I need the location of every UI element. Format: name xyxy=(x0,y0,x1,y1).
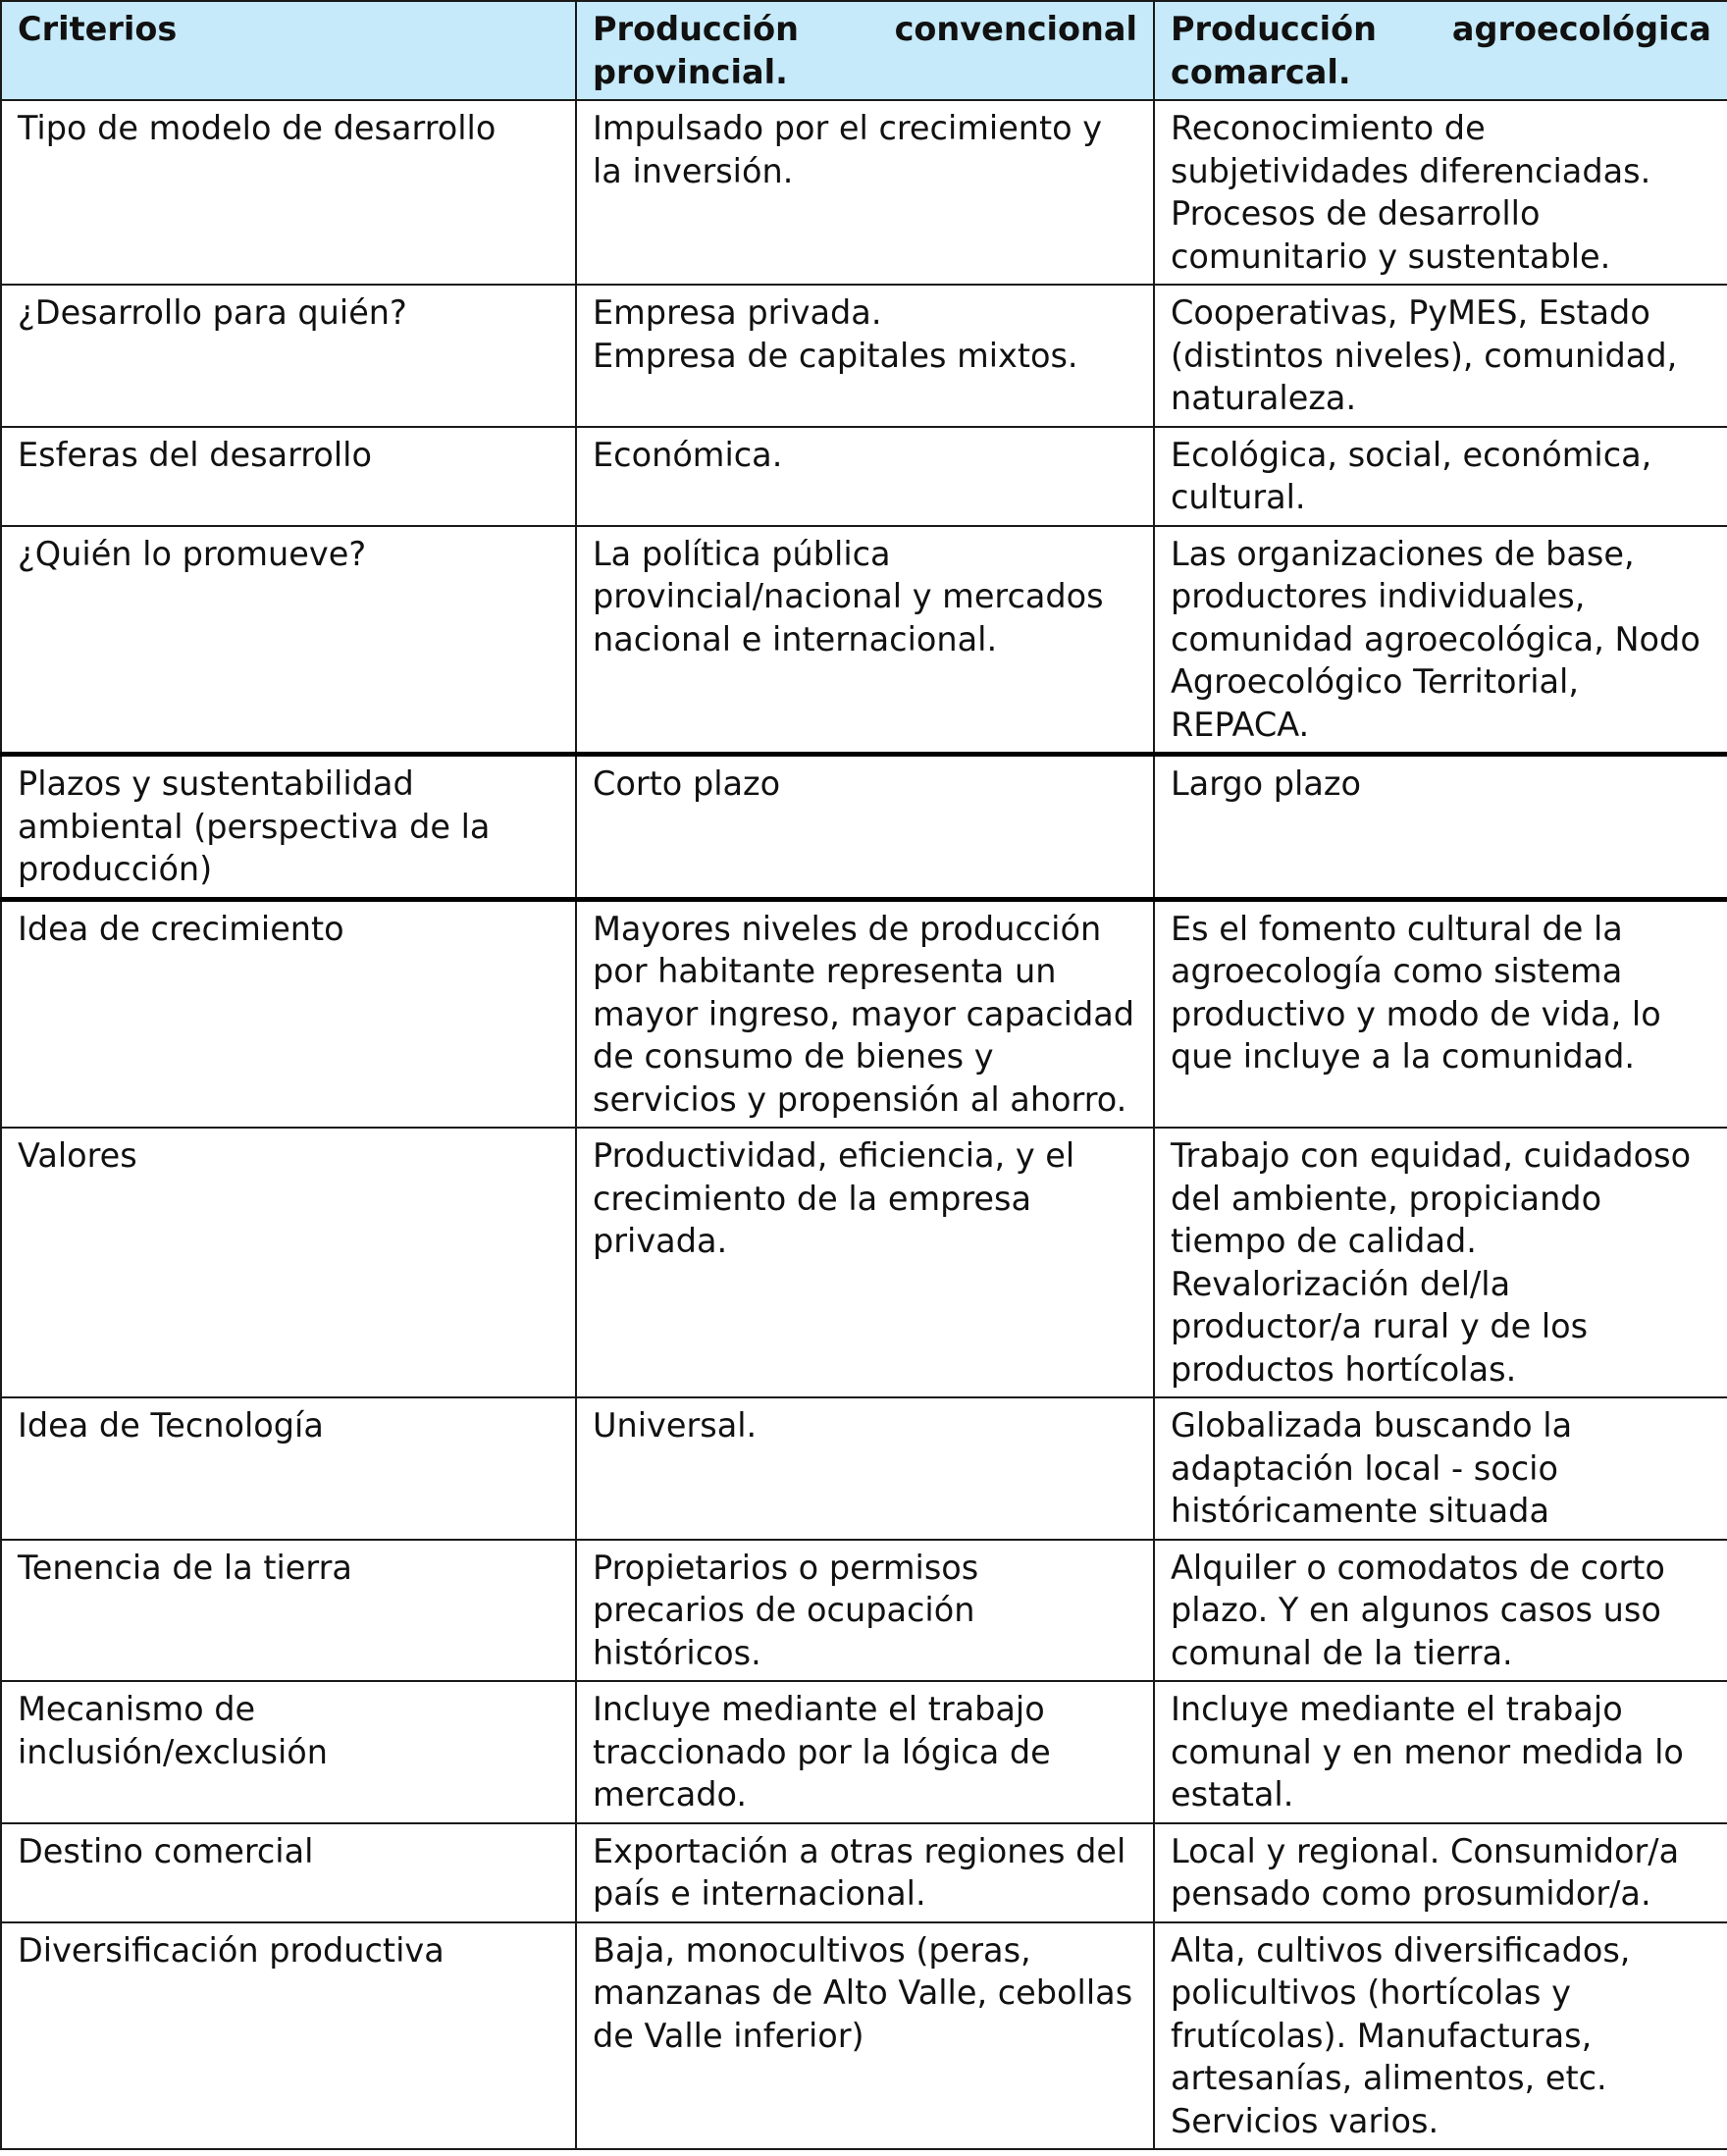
cell-criterio xyxy=(1,899,576,1128)
cell-text: Plazos y sustentabilidad ambiental (perspectiva de la producción) xyxy=(18,764,491,888)
cell-text: Exportación a otras regiones del país e internacional. xyxy=(593,1831,1126,1913)
cell-convencional xyxy=(576,526,1154,755)
table-row xyxy=(1,899,1727,1128)
cell-agroecologica xyxy=(1154,755,1727,900)
cell-text: La política pública provincial/nacional y mercados nacional e internacional. xyxy=(593,534,1104,658)
header-row xyxy=(1,1,1727,100)
cell-text: Reconocimiento de subjetividades diferenciadas. Procesos de desarrollo comunitario y sustentable. xyxy=(1171,109,1651,276)
header-criterios-label: Criterios xyxy=(18,10,178,48)
header-criterios xyxy=(1,1,576,100)
cell-text: Productividad, eficiencia, y el crecimiento de la empresa privada. xyxy=(593,1136,1075,1260)
cell-text: Universal. xyxy=(593,1406,758,1445)
cell-text: Globalizada buscando la adaptación local - socio históricamente situada xyxy=(1171,1406,1573,1530)
cell-text: Largo plazo xyxy=(1171,764,1361,803)
table-row xyxy=(1,1681,1727,1823)
cell-text: Cooperativas, PyMES, Estado (distintos niveles), comunidad, naturaleza. xyxy=(1171,293,1678,417)
cell-criterio xyxy=(1,1922,576,2150)
cell-convencional xyxy=(576,427,1154,526)
header-word: Producción xyxy=(1171,10,1377,48)
table-row xyxy=(1,1397,1727,1540)
cell-convencional xyxy=(576,285,1154,427)
cell-text: Incluye mediante el trabajo traccionado por la lógica de mercado. xyxy=(593,1690,1051,1814)
table-row xyxy=(1,1128,1727,1397)
cell-text: Idea de crecimiento xyxy=(18,909,344,948)
header-line-2: provincial. xyxy=(593,52,788,91)
cell-text: Local y regional. Consumidor/a pensado como prosumidor/a. xyxy=(1171,1831,1680,1913)
cell-text: Es el fomento cultural de la agroecología como sistema productivo y modo de vida, lo que incluye a la comunidad. xyxy=(1171,909,1661,1076)
cell-text: Las organizaciones de base, productores individuales, comunidad agroecológica, Nodo Agroecológico Territorial, REPACA. xyxy=(1171,534,1701,744)
cell-text: ¿Desarrollo para quién? xyxy=(18,293,407,332)
cell-convencional xyxy=(576,1681,1154,1823)
table-row xyxy=(1,1823,1727,1922)
cell-text: Tipo de modelo de desarrollo xyxy=(18,109,497,147)
cell-text: Baja, monocultivos (peras, manzanas de Alto Valle, cebollas de Valle inferior) xyxy=(593,1930,1133,2055)
header-line-2: comarcal. xyxy=(1171,52,1351,91)
header-word: agroecológica xyxy=(1451,10,1711,48)
header-line-1 xyxy=(593,8,1137,51)
cell-text: Económica. xyxy=(593,435,783,474)
header-word: convencional xyxy=(894,10,1137,48)
cell-text: Ecológica, social, económica, cultural. xyxy=(1171,435,1652,516)
table-row xyxy=(1,755,1727,900)
cell-agroecologica xyxy=(1154,1128,1727,1397)
cell-text: Propietarios o permisos precarios de ocupación históricos. xyxy=(593,1548,979,1672)
cell-convencional xyxy=(576,755,1154,900)
cell-convencional xyxy=(576,100,1154,285)
cell-text: Alta, cultivos diversificados, policultivos (hortícolas y frutícolas). Manufacturas, artesanías, alimentos, etc. Servicios varios. xyxy=(1171,1930,1631,2140)
cell-criterio xyxy=(1,1540,576,1682)
cell-criterio xyxy=(1,427,576,526)
cell-text: Alquiler o comodatos de corto plazo. Y en algunos casos uso comunal de la tierra. xyxy=(1171,1548,1665,1672)
cell-agroecologica xyxy=(1154,1540,1727,1682)
cell-criterio xyxy=(1,1128,576,1397)
table-row xyxy=(1,427,1727,526)
cell-text: Diversificación productiva xyxy=(18,1930,445,1970)
cell-agroecologica xyxy=(1154,526,1727,755)
cell-text: Mayores niveles de producción por habitante representa un mayor ingreso, mayor capacidad de consumo de bienes y servicios y propensión al ahorro. xyxy=(593,909,1135,1119)
cell-agroecologica xyxy=(1154,1823,1727,1922)
cell-agroecologica xyxy=(1154,1922,1727,2150)
table-header xyxy=(1,1,1727,100)
cell-text: Valores xyxy=(18,1136,137,1175)
cell-text: Destino comercial xyxy=(18,1831,314,1870)
cell-convencional xyxy=(576,1128,1154,1397)
cell-text: Trabajo con equidad, cuidadoso del ambiente, propiciando tiempo de calidad. Revalorización del/la productor/a rural y de los productos hortícolas. xyxy=(1171,1136,1692,1389)
table-row xyxy=(1,526,1727,755)
cell-text: Corto plazo xyxy=(593,764,781,803)
cell-text: Tenencia de la tierra xyxy=(18,1548,352,1587)
cell-criterio xyxy=(1,285,576,427)
cell-text: ¿Quién lo promueve? xyxy=(18,534,367,573)
header-word: Producción xyxy=(593,10,799,48)
cell-criterio xyxy=(1,1681,576,1823)
table-row xyxy=(1,1922,1727,2150)
cell-convencional xyxy=(576,1540,1154,1682)
cell-text: Idea de Tecnología xyxy=(18,1406,324,1445)
cell-criterio xyxy=(1,1397,576,1540)
cell-agroecologica xyxy=(1154,1397,1727,1540)
cell-convencional xyxy=(576,1823,1154,1922)
cell-text: Mecanismo de inclusión/exclusión xyxy=(18,1690,328,1771)
cell-agroecologica xyxy=(1154,1681,1727,1823)
cell-agroecologica xyxy=(1154,899,1727,1128)
table-row xyxy=(1,1540,1727,1682)
table-body xyxy=(1,100,1727,2149)
cell-convencional xyxy=(576,1922,1154,2150)
cell-text: Impulsado por el crecimiento y la inversión. xyxy=(593,109,1103,190)
cell-text: Esferas del desarrollo xyxy=(18,435,372,474)
cell-criterio xyxy=(1,755,576,900)
table-row xyxy=(1,100,1727,285)
cell-convencional xyxy=(576,1397,1154,1540)
cell-criterio xyxy=(1,100,576,285)
cell-agroecologica xyxy=(1154,285,1727,427)
cell-criterio xyxy=(1,526,576,755)
header-produccion-convencional xyxy=(576,1,1154,100)
cell-convencional xyxy=(576,899,1154,1128)
cell-criterio xyxy=(1,1823,576,1922)
header-line-1 xyxy=(1171,8,1711,51)
cell-text: Empresa privada. Empresa de capitales mixtos. xyxy=(593,293,1078,375)
table-row xyxy=(1,285,1727,427)
cell-agroecologica xyxy=(1154,427,1727,526)
cell-text: Incluye mediante el trabajo comunal y en menor medida lo estatal. xyxy=(1171,1690,1684,1814)
header-produccion-agroecologica xyxy=(1154,1,1727,100)
cell-agroecologica xyxy=(1154,100,1727,285)
